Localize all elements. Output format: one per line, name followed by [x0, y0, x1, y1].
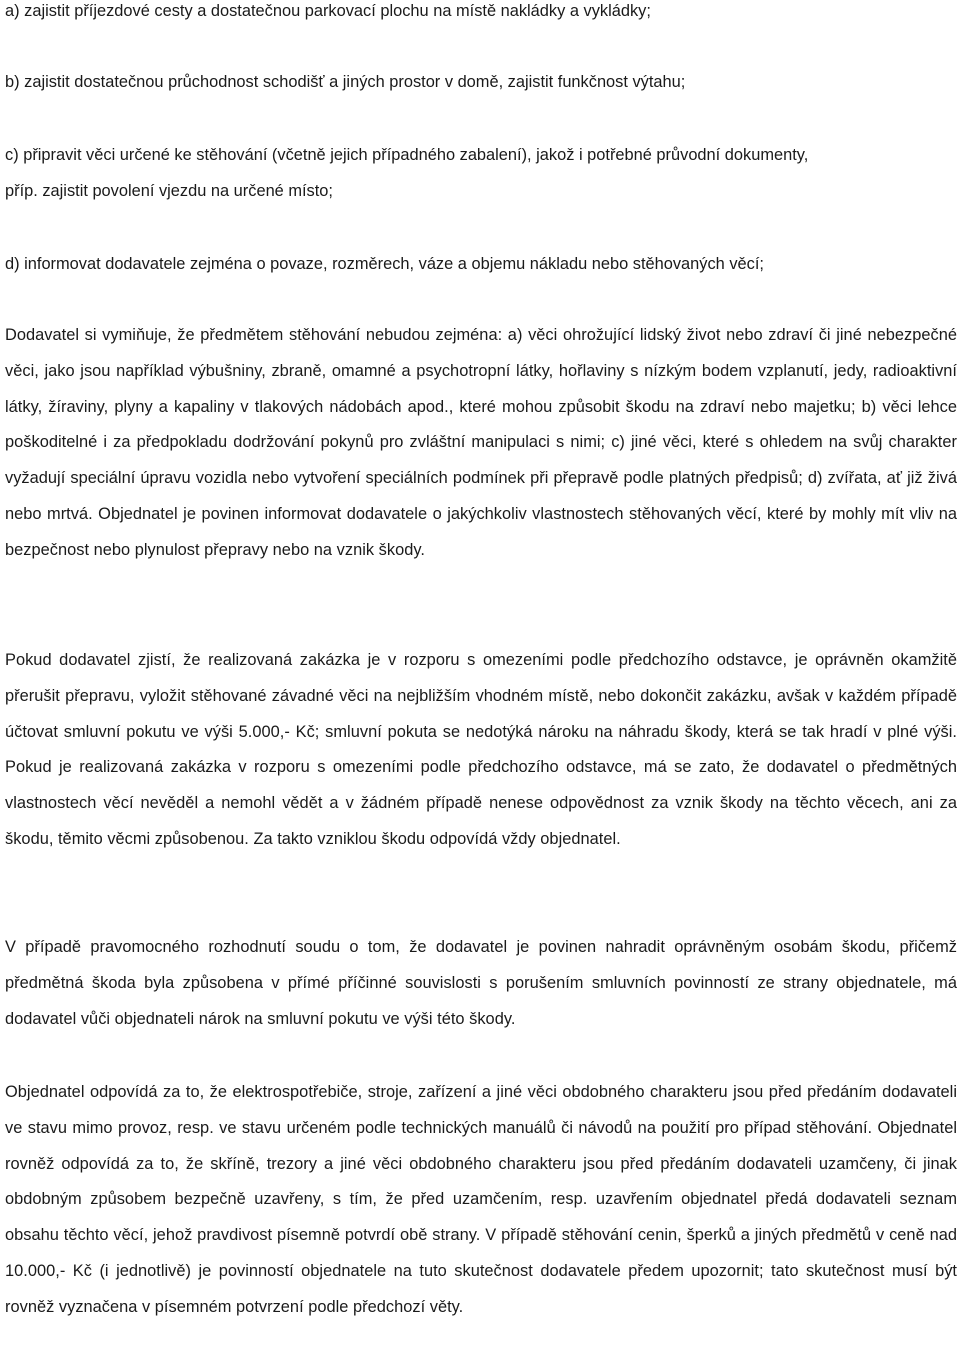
paragraph-contract-violation: Pokud dodavatel zjistí, že realizovaná zakázka je v rozporu s omezeními podle předchozího odstavce, je oprávněn okamžitě přerušit přepravu, vyložit stěhované závadné věci na nejbližším vhodném místě, nebo dokončit zakázku, avšak v každém případě účtovat smluvní pokutu ve výši 5.000,- Kč; smluvní pokuta se nedotýká nároku na náhradu škody, která se tak hradí v plné výši. Pokud je realizovaná zakázka v rozporu s omezeními podle předchozího odstavce, má se zato, že dodavatel o předmětných vlastnostech věcí nevěděl a nemohl vědět a v žádném případě nenese odpovědnost za vznik škody na těchto věcech, ani za škodu, těmito věcmi způsobenou. Za takto vzniklou škodu odpovídá vždy objednatel. — [5, 651, 957, 848]
item-b: b) zajistit dostatečnou průchodnost schodišť a jiných prostor v domě, zajistit funkčnost výtahu; — [5, 73, 686, 91]
paragraph-court-decision: V případě pravomocného rozhodnutí soudu o tom, že dodavatel je povinen nahradit oprávněným osobám škodu, přičemž předmětná škoda byla způsobena v přímé příčinné souvislosti s porušením smluvních povinností ze strany objednatele, má dodavatel vůči objednateli nárok na smluvní pokutu ve výši této škody. — [5, 938, 957, 1028]
item-d: d) informovat dodavatele zejména o povaze, rozměrech, váze a objemu nákladu nebo stěhovaných věcí; — [5, 255, 764, 273]
item-c-line-1: c) připravit věci určené ke stěhování (včetně jejich případného zabalení), jakož i potřebné průvodní dokumenty, — [5, 146, 809, 164]
item-c-line-2: příp. zajistit povolení vjezdu na určené místo; — [5, 182, 333, 200]
item-a: a) zajistit příjezdové cesty a dostatečnou parkovací plochu na místě nakládky a vykládky; — [5, 2, 651, 20]
paragraph-excluded-items: Dodavatel si vymiňuje, že předmětem stěhování nebudou zejména: a) věci ohrožující lidský život nebo zdraví či jiné nebezpečné věci, jako jsou například výbušniny, zbraně, omamné a psychotropní látky, hořlaviny s nízkým bodem vzplanutí, jedy, radioaktivní látky, žíraviny, plyny a kapaliny v tlakových nádobách apod., které mohou způsobit škodu na zdraví nebo majetku; b) věci lehce poškoditelné i za předpokladu dodržování pokynů pro zvláštní manipulaci s nimi; c) jiné věci, které s ohledem na svůj charakter vyžadují speciální úpravu vozidla nebo vytvoření speciálních podmínek při přepravě podle platných předpisů; d) zvířata, ať již živá nebo mrtvá. Objednatel je povinen informovat dodavatele o jakýchkoliv vlastnostech stěhovaných věcí, které by mohly mít vliv na bezpečnost nebo plynulost přepravy nebo na vznik škody. — [5, 326, 957, 559]
paragraph-client-responsibility: Objednatel odpovídá za to, že elektrospotřebiče, stroje, zařízení a jiné věci obdobného charakteru jsou před předáním dodavateli ve stavu mimo provoz, resp. ve stavu určeném podle technických manuálů či návodů na použití pro případ stěhování. Objednatel rovněž odpovídá za to, že skříně, trezory a jiné věci obdobného charakteru jsou před předáním dodavateli uzamčeny, či jinak obdobným způsobem bezpečně uzavřeny, s tím, že před uzamčením, resp. uzavřením objednatel předá dodavateli seznam obsahu těchto věcí, jehož pravdivost písemně potvrdí obě strany. V případě stěhování cenin, šperků a jiných předmětů v ceně nad 10.000,- Kč (i jednotlivě) je povinností objednatele na tuto skutečnost dodavatele předem upozornit; tato skutečnost musí být rovněž vyznačena v písemném potvrzení podle předchozí věty. — [5, 1083, 957, 1316]
